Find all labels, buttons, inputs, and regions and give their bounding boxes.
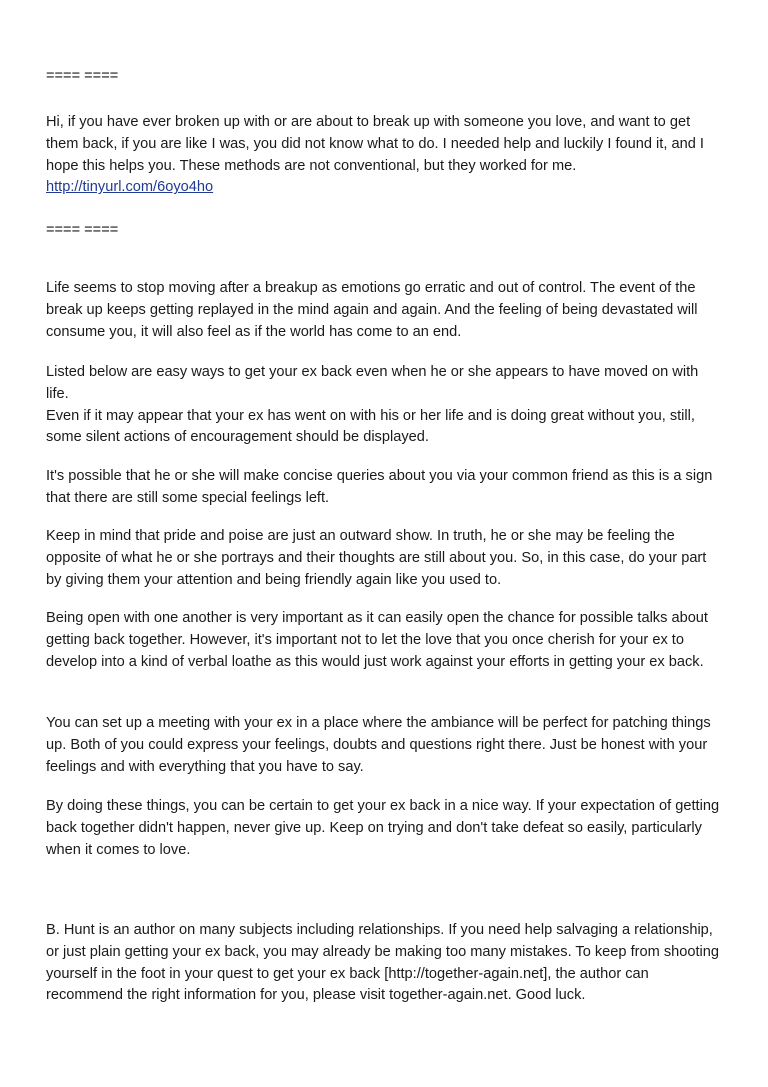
intro-text: Hi, if you have ever broken up with or are about to break up with someone you love, and want to get them back, if you are like I was, you did not know what to do. I needed help and luckily I found it, and I hope this helps you. These methods are not conventional, but they worked for me. (46, 114, 704, 174)
paragraph-concise-queries: It's possible that he or she will make concise queries about you via your common friend as this is a sign that there are still some special feelings left. (46, 468, 713, 506)
paragraph-breakup-emotions: Life seems to stop moving after a breakup as emotions go erratic and out of control. The event of the break up keeps getting replayed in the mind again and again. And the feeling of being devastated will consume you, it will also feel as if the world has come to an end. (46, 280, 698, 340)
author-bio: B. Hunt is an author on many subjects including relationships. If you need help salvaging a relationship, or just plain getting your ex back, you may already be making too many mistakes. To keep from shooting yourself in the foot in your quest to get your ex back [http://together-again.net], the author can recommend the right information for you, please visit together-again.net. Good luck. (46, 922, 720, 1004)
paragraph-pride-poise: Keep in mind that pride and poise are just an outward show. In truth, he or she may be feeling the opposite of what he or she portrays and their thoughts are still about you. So, in this case, do your part by giving them your attention and being friendly again like you used to. (46, 528, 707, 588)
paragraph-being-open: Being open with one another is very important as it can easily open the chance for possible talks about getting back together. However, it's important not to let the love that you once cherish for your ex to develop into a kind of verbal loathe as this would just work against your efforts in getting your ex back. (46, 610, 708, 670)
paragraph-conclusion: By doing these things, you can be certain to get your ex back in a nice way. If your expectation of getting back together didn't happen, never give up. Keep on trying and don't take defeat so easily, particularly when it comes to love. (46, 798, 720, 858)
paragraph-silent-actions: Even if it may appear that your ex has went on with his or her life and is doing great without you, still, some silent actions of encouragement should be displayed. (46, 407, 695, 446)
paragraph-easy-ways (46, 362, 722, 449)
intro-block (46, 112, 722, 199)
intro-link[interactable]: http://tinyurl.com/6oyo4ho (46, 179, 214, 196)
paragraph-meeting: You can set up a meeting with your ex in a place where the ambiance will be perfect for patching things up. Both of you could express your feelings, doubts and questions right there. Just be honest with your feelings and with everything that you have to say. (46, 715, 711, 775)
paragraph-listed-below: Listed below are easy ways to get your ex back even when he or she appears to have moved on with life. (46, 364, 699, 402)
separator-top: ==== ==== (46, 68, 119, 84)
separator-bottom: ==== ==== (46, 222, 119, 238)
